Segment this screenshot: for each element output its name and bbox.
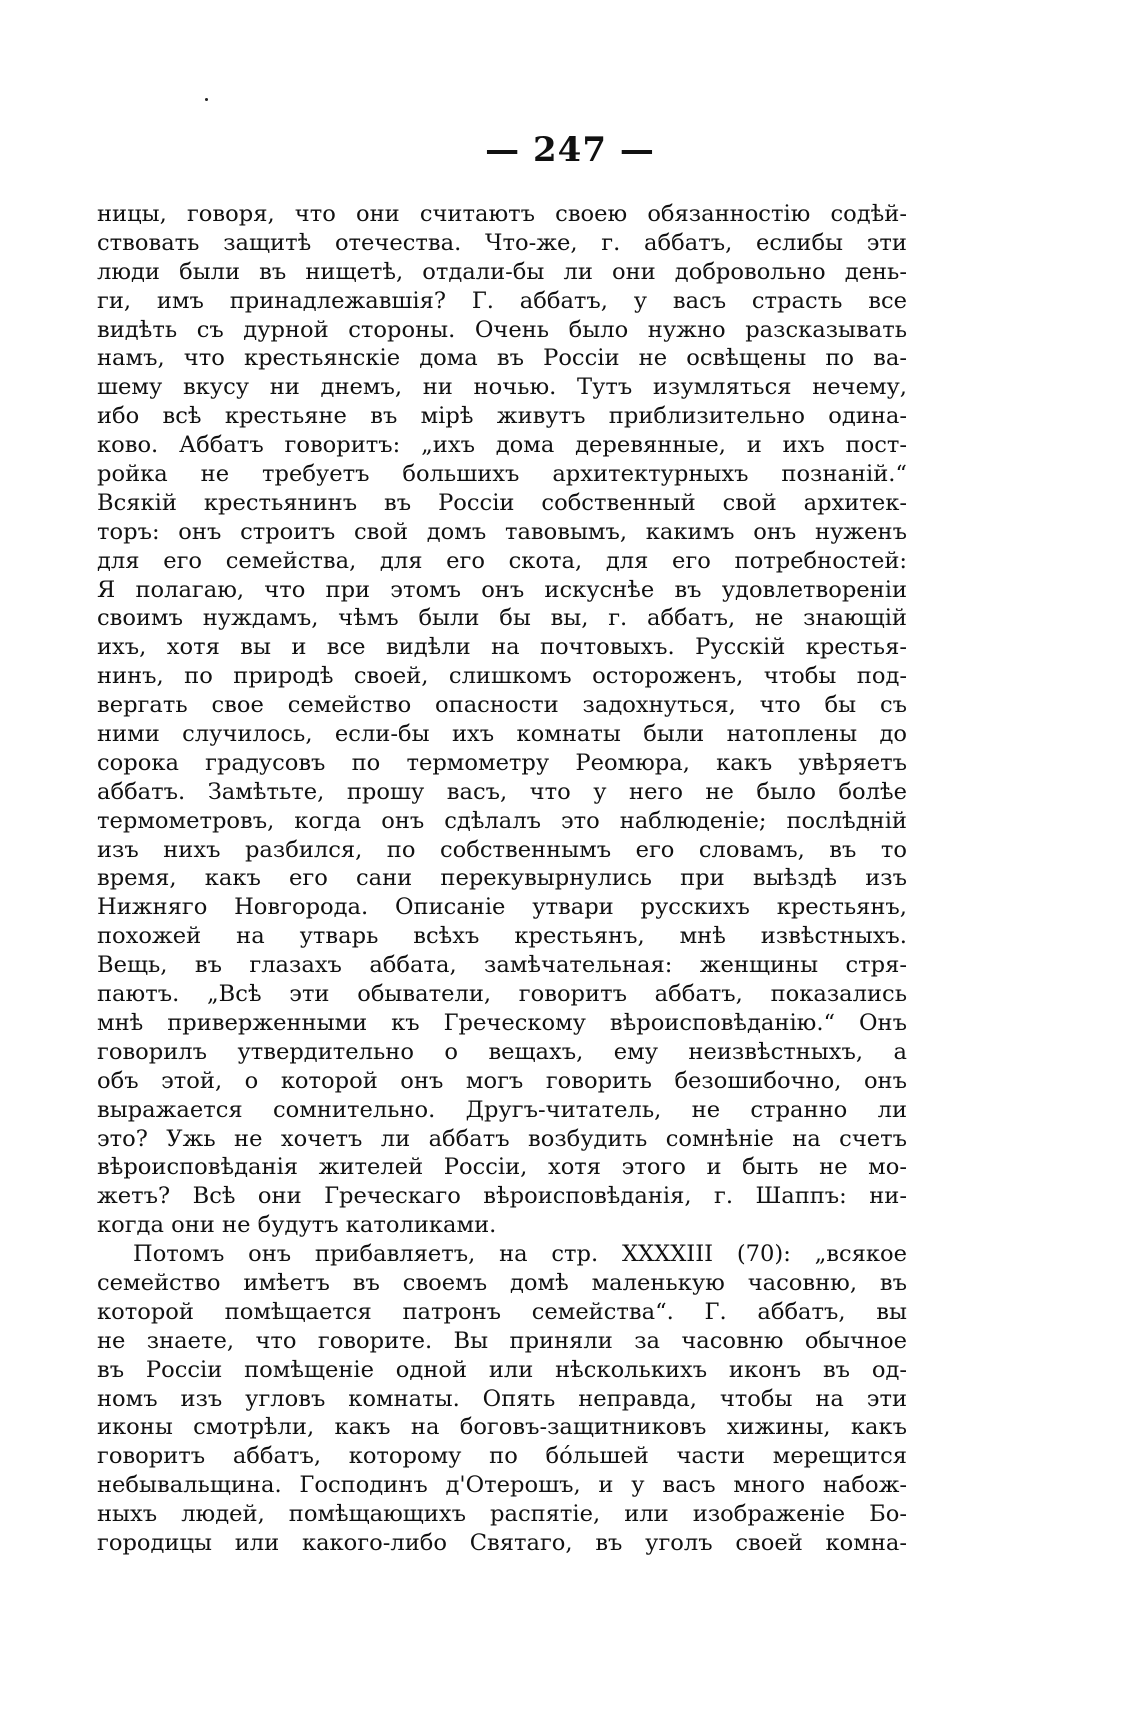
text-line: торъ: онъ строитъ свой домъ тавовымъ, какимъ онъ нуженъ (97, 518, 907, 545)
text-line: видѣть съ дурной стороны. Очень было нужно разсказывать (97, 316, 907, 343)
text-line: небывальщина. Господинъ д'Отерошъ, и у васъ много набож- (97, 1472, 907, 1499)
text-line: говорилъ утвердительно о вещахъ, ему неизвѣстныхъ, а (97, 1038, 907, 1065)
text-line: жетъ? Всѣ они Греческаго вѣроисповѣданія, г. Шаппъ: ни- (97, 1183, 907, 1210)
page-number: — 247 — (485, 130, 655, 170)
text-line: люди были въ нищетѣ, отдали-бы ли они добровольно день- (97, 258, 907, 285)
text-line: въ Россіи помѣщеніе одной или нѣсколькихъ иконъ въ од- (97, 1356, 907, 1383)
text-line: Всякій крестьянинъ въ Россіи собственный свой архитек- (97, 489, 907, 516)
text-line: иконы смотрѣли, какъ на боговъ-защитниковъ хижины, какъ (97, 1414, 907, 1441)
text-line: для его семейства, для его скота, для его потребностей: (97, 547, 907, 574)
text-line: аббатъ. Замѣтьте, прошу васъ, что у него не было болѣе (97, 778, 907, 805)
body-text (97, 200, 907, 1558)
text-line: объ этой, о которой онъ могъ говорить безошибочно, онъ (97, 1067, 907, 1094)
text-line: ройка не требуетъ большихъ архитектурныхъ познаній.“ (97, 461, 907, 488)
text-line: термометровъ, когда онъ сдѣлалъ это наблюденіе; послѣдній (97, 807, 907, 834)
text-line: нинъ, по природѣ своей, слишкомъ остороженъ, чтобы под- (97, 663, 907, 690)
text-line: ги, имъ принадлежавшія? Г. аббатъ, у васъ страсть все (97, 287, 907, 314)
text-line: Нижняго Новгорода. Описаніе утвари русскихъ крестьянъ, (97, 894, 907, 921)
text-line: Я полагаю, что при этомъ онъ искуснѣе въ удовлетвореніи (97, 576, 907, 603)
text-line: городицы или какого-либо Святаго, въ уголъ своей комна- (97, 1529, 907, 1556)
text-line-paragraph-start: Потомъ онъ прибавляетъ, на стр. XXXXIII (70): „всякое (133, 1241, 907, 1268)
text-line: ихъ, хотя вы и все видѣли на почтовыхъ. Русскій крестья- (97, 634, 907, 661)
text-line: номъ изъ угловъ комнаты. Опять неправда, чтобы на эти (97, 1385, 907, 1412)
text-line: изъ нихъ разбился, по собственнымъ его словамъ, въ то (97, 836, 907, 863)
text-line: шему вкусу ни днемъ, ни ночью. Тутъ изумляться нечему, (97, 374, 907, 401)
text-line: которой помѣщается патронъ семейства“. Г. аббатъ, вы (97, 1298, 907, 1325)
text-line: это? Ужь не хочетъ ли аббатъ возбудить сомнѣніе на счетъ (97, 1125, 907, 1152)
text-line: мнѣ приверженными къ Греческому вѣроисповѣданію.“ Онъ (97, 1009, 907, 1036)
text-line: сорока градусовъ по термометру Реомюра, какъ увѣряетъ (97, 749, 907, 776)
text-line: Вещь, въ глазахъ аббата, замѣчательная: женщины стря- (97, 952, 907, 979)
text-line: ибо всѣ крестьяне въ мірѣ живутъ приблизительно одина- (97, 403, 907, 430)
text-line: выражается сомнительно. Другъ-читатель, не странно ли (97, 1096, 907, 1123)
text-line: говоритъ аббатъ, которому по бóльшей части мерещится (97, 1443, 907, 1470)
text-line: ствовать защитѣ отечества. Что-же, г. аббатъ, еслибы эти (97, 229, 907, 256)
text-line: вѣроисповѣданія жителей Россіи, хотя этого и быть не мо- (97, 1154, 907, 1181)
text-line: ныхъ людей, помѣщающихъ распятіе, или изображеніе Бо- (97, 1501, 907, 1528)
text-line: своимъ нуждамъ, чѣмъ были бы вы, г. аббатъ, не знающій (97, 605, 907, 632)
text-line: ницы, говоря, что они считаютъ своею обязанностію содѣй- (97, 201, 907, 227)
text-line: похожей на утварь всѣхъ крестьянъ, мнѣ извѣстныхъ. (97, 923, 907, 950)
text-line: не знаете, что говорите. Вы приняли за часовню обычное (97, 1327, 907, 1354)
text-line-paragraph-end: когда они не будутъ католиками. (97, 1212, 497, 1239)
text-line: вергать свое семейство опасности задохнуться, что бы съ (97, 692, 907, 719)
page-speck (205, 98, 208, 101)
text-line: время, какъ его сани перекувырнулись при выѣздѣ изъ (97, 865, 907, 892)
text-line: ково. Аббатъ говоритъ: „ихъ дома деревянные, и ихъ пост- (97, 432, 907, 459)
text-line: ними случилось, если-бы ихъ комнаты были натоплены до (97, 721, 907, 748)
text-line: паютъ. „Всѣ эти обыватели, говоритъ аббатъ, показались (97, 981, 907, 1008)
text-line: намъ, что крестьянскіе дома въ Россіи не освѣщены по ва- (97, 345, 907, 372)
text-line: семейство имѣетъ въ своемъ домѣ маленькую часовню, въ (97, 1269, 907, 1296)
